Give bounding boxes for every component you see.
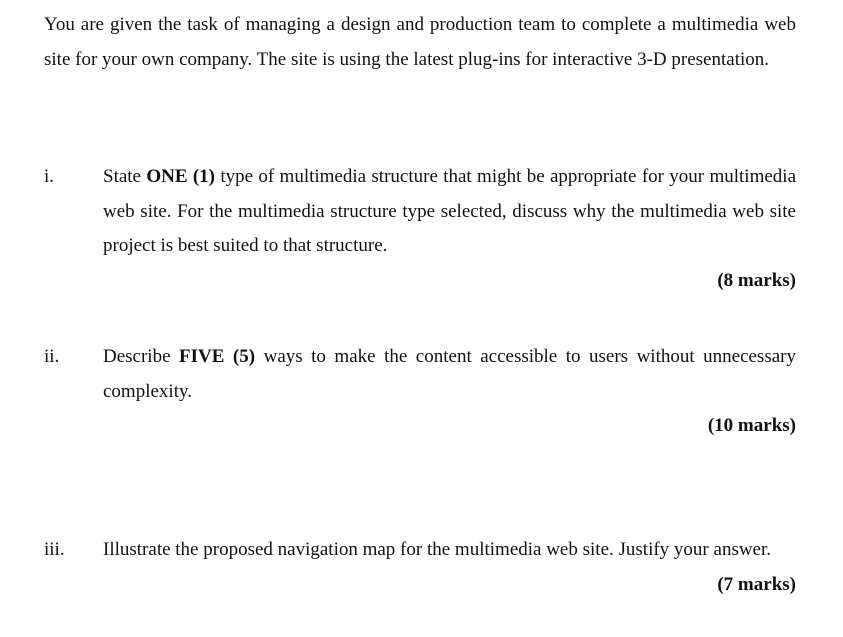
question-marks: (7 marks) (717, 573, 796, 595)
question-3 (44, 533, 796, 602)
question-text-end: ways to make the content accessible to users without unnecessary complexity. (103, 346, 796, 402)
question-text (103, 160, 796, 264)
question-number: i. (44, 166, 55, 187)
question-text-start: State (103, 166, 147, 187)
question-text (103, 340, 796, 409)
question-emphasis: ONE (1) (146, 166, 215, 187)
question-marks: (8 marks) (717, 269, 796, 291)
question-number: iii. (44, 539, 65, 560)
question-text: Illustrate the proposed navigation map for the multimedia web site. Justify your answer. (103, 539, 772, 560)
question-emphasis: FIVE (5) (179, 346, 256, 367)
question-2 (44, 340, 796, 444)
question-marks: (10 marks) (707, 415, 796, 436)
question-number: ii. (44, 346, 60, 367)
question-1 (44, 160, 796, 298)
question-text-start: Describe (103, 346, 180, 367)
intro-paragraph: You are given the task of managing a design and production team to complete a multimedia web site for your own company. The site is using the latest plug-ins for interactive 3-D presentation. (44, 14, 796, 70)
question-text-end: type of multimedia structure that might be appropriate for your multimedia web site. For the multimedia structure type selected, discuss why the multimedia web site project is best suited to that structure. (103, 166, 797, 256)
